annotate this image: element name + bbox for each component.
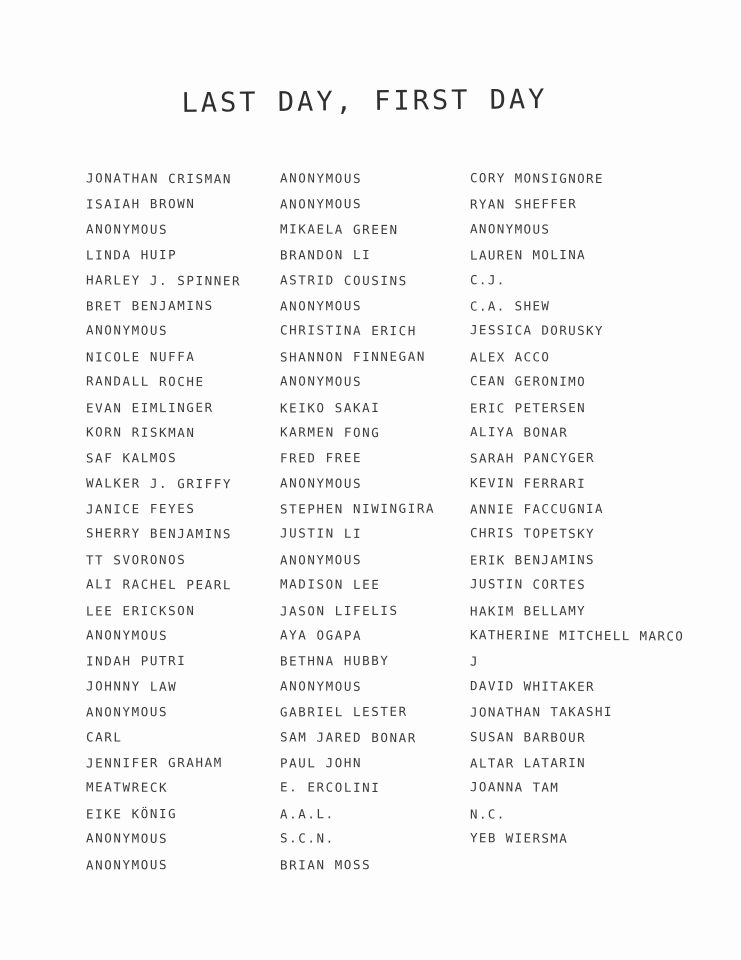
name-entry: ANONYMOUS	[85, 704, 169, 720]
name-entry: LINDA HUIP	[85, 247, 178, 263]
name-entry: BRANDON LI	[279, 247, 372, 263]
name-entry: DAVID WHITAKER	[469, 677, 596, 694]
name-entry: ANONYMOUS	[279, 196, 363, 212]
name-entry: ERIK BENJAMINS	[469, 551, 596, 568]
name-entry: ANONYMOUS	[469, 220, 551, 237]
name-entry: BRIAN MOSS	[279, 856, 372, 873]
name-entry: JASON LIFELIS	[279, 602, 399, 619]
name-entry: WALKER J. GRIFFY	[85, 475, 233, 492]
name-entry: MADISON LEE	[279, 576, 381, 593]
name-entry: PAUL JOHN	[279, 755, 363, 771]
name-entry: AYA OGAPA	[279, 627, 363, 643]
name-entry: E. ERCOLINI	[279, 779, 381, 796]
name-entry: C.A. SHEW	[469, 298, 551, 314]
name-entry: JANICE FEYES	[85, 501, 196, 517]
name-entry: TT SVORONOS	[85, 551, 187, 568]
name-entry: RYAN SHEFFER	[469, 196, 578, 213]
name-entry: KORN RISKMAN	[85, 424, 196, 441]
name-entry: ANONYMOUS	[279, 678, 363, 694]
name-entry: CORY MONSIGNORE	[469, 170, 604, 187]
name-entry: KATHERINE MITCHELL MARCO	[469, 627, 685, 644]
names-column-3	[470, 166, 720, 852]
name-entry: JONATHAN TAKASHI	[469, 704, 613, 720]
name-entry: LEE ERICKSON	[85, 602, 196, 619]
name-entry: ISAIAH BROWN	[85, 196, 196, 212]
name-entry: JESSICA DORUSKY	[469, 322, 604, 339]
name-entry: ALI RACHEL PEARL	[85, 576, 233, 593]
name-entry: ANONYMOUS	[279, 475, 363, 491]
name-entry: ANONYMOUS	[85, 322, 169, 339]
name-entry: HAKIM BELLAMY	[469, 602, 587, 619]
name-entry: JOANNA TAM	[469, 779, 560, 796]
name-entry: ANONYMOUS	[85, 221, 169, 237]
name-entry: INDAH PUTRI	[85, 653, 187, 669]
name-entry: KEVIN FERRARI	[469, 474, 587, 491]
name-entry: SUSAN BARBOUR	[469, 728, 587, 745]
page-title: LAST DAY, FIRST DAY	[181, 84, 548, 119]
name-entry: MIKAELA GREEN	[279, 221, 399, 237]
name-entry: S.C.N.	[279, 830, 335, 846]
name-entry: BRET BENJAMINS	[85, 297, 214, 314]
names-column-1	[86, 166, 276, 877]
name-entry: JOHNNY LAW	[85, 678, 178, 694]
name-entry: YEB WIERSMA	[469, 830, 569, 846]
name-entry: JENNIFER GRAHAM	[85, 754, 223, 771]
name-entry: ALTAR LATARIN	[469, 755, 587, 771]
name-entry: A.A.L.	[279, 805, 335, 822]
name-entry: SHANNON FINNEGAN	[279, 348, 427, 365]
name-entry: JONATHAN CRISMAN	[85, 170, 233, 187]
name-entry: ANNIE FACCUGNIA	[469, 501, 604, 517]
name-entry: C.J.	[469, 271, 506, 287]
name-entry: EIKE KÖNIG	[85, 805, 178, 822]
name-entry: EVAN EIMLINGER	[85, 399, 214, 416]
name-entry: SAM JARED BONAR	[279, 728, 417, 745]
name-entry: J	[469, 654, 479, 670]
name-entry: GABRIEL LESTER	[279, 704, 408, 720]
name-entry: SARAH PANCYGER	[469, 450, 596, 466]
name-entry: ANONYMOUS	[85, 856, 169, 873]
name-entry: CHRIS TOPETSKY	[469, 525, 596, 542]
name-entry: ERIC PETERSEN	[469, 399, 587, 416]
name-entry: CHRISTINA ERICH	[279, 322, 417, 339]
name-entry: CEAN GERONIMO	[469, 373, 587, 390]
name-entry: ALIYA BONAR	[469, 424, 569, 440]
name-entry: SHERRY BENJAMINS	[85, 525, 233, 542]
name-entry: JUSTIN LI	[279, 525, 363, 542]
name-entry: KARMEN FONG	[279, 424, 381, 440]
name-entry: FRED FREE	[279, 450, 363, 466]
name-entry: LAUREN MOLINA	[469, 247, 587, 263]
name-entry: HARLEY J. SPINNER	[85, 271, 242, 288]
name-entry: ANONYMOUS	[85, 830, 169, 847]
name-entry: ANONYMOUS	[279, 170, 363, 186]
name-entry: ANONYMOUS	[279, 373, 363, 390]
name-entry: SAF KALMOS	[85, 450, 178, 466]
name-entry: KEIKO SAKAI	[279, 399, 381, 416]
name-entry: STEPHEN NIWINGIRA	[279, 500, 436, 517]
name-entry: ASTRID COUSINS	[279, 271, 408, 288]
name-entry: ANONYMOUS	[279, 551, 363, 568]
name-entry: NICOLE NUFFA	[85, 348, 196, 365]
name-entry: ALEX ACCO	[469, 348, 551, 365]
name-entry: CARL	[85, 728, 123, 745]
name-entry: MEATWRECK	[85, 779, 169, 796]
name-entry: ANONYMOUS	[85, 627, 169, 643]
names-column-2	[280, 166, 470, 877]
name-entry: JUSTIN CORTES	[469, 576, 587, 593]
name-entry: RANDALL ROCHE	[85, 373, 205, 390]
name-entry: N.C.	[469, 806, 506, 822]
name-entry: BETHNA HUBBY	[279, 653, 390, 669]
name-entry: ANONYMOUS	[279, 298, 363, 314]
